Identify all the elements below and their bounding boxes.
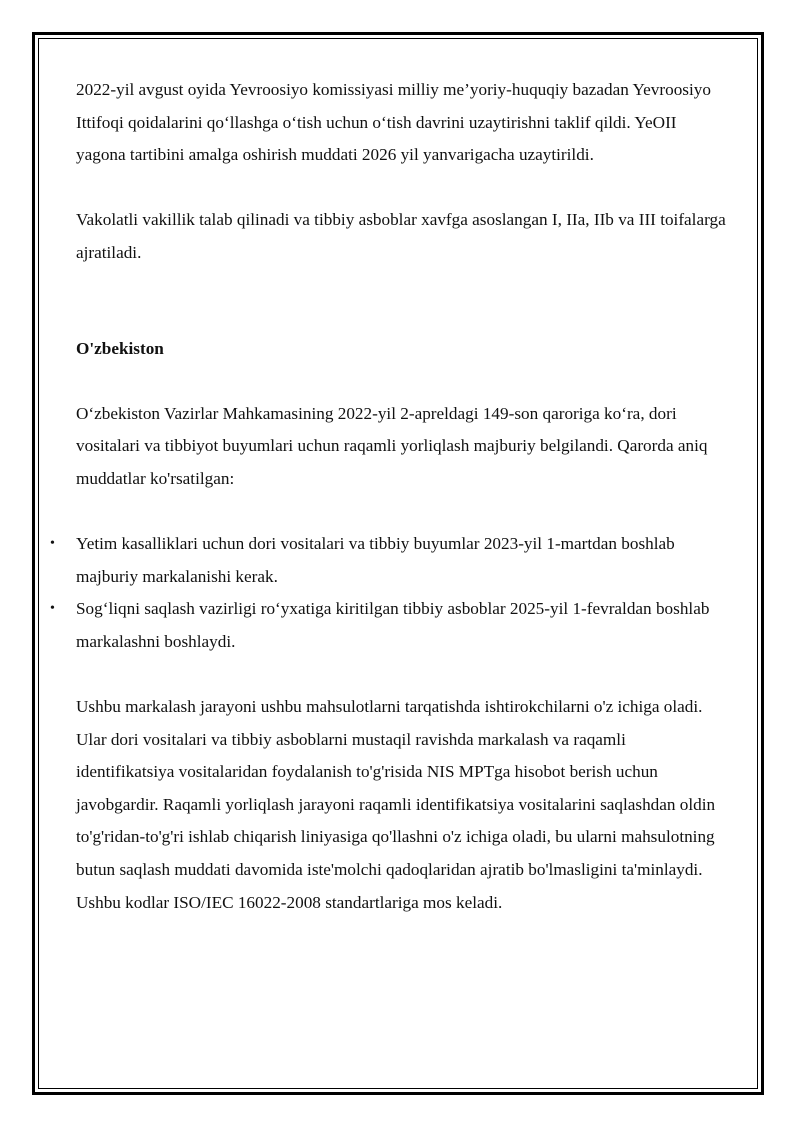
paragraph-eurasian-commission: 2022-yil avgust oyida Yevroosiyo komissiyasi milliy me’yoriy-huquqiy bazadan Yevroosiyo Ittifoqi qoidalarini qo‘llashga o‘tish uchun o‘tish davrini uzaytirishni taklif qildi. YeOII yagona tartibini amalga oshirish muddati 2026 yil yanvarigacha uzaytirildi. — [76, 80, 711, 165]
list-item — [50, 593, 726, 658]
paragraph-authorized-representation: Vakolatli vakillik talab qilinadi va tibbiy asboblar xavfga asoslangan I, IIa, IIb va III toifalarga ajratiladi. — [76, 210, 726, 262]
spacer — [76, 659, 726, 692]
list-item-text: Yetim kasalliklari uchun dori vositalari va tibbiy buyumlar 2023-yil 1-martdan boshlab majburiy markalanishi kerak. — [76, 534, 675, 586]
paragraph-marking-process: Ushbu markalash jarayoni ushbu mahsulotlarni tarqatishda ishtirokchilarni o'z ichiga oladi. Ular dori vositalari va tibbiy asboblarni mustaqil ravishda markalash va raqamli identifikatsiya vositalaridan foydalanish to'g'risida NIS MPTga hisobot berish uchun javobgardir. Raqamli yorliqlash jarayoni raqamli identifikatsiya vositalarini saqlashdan oldin to'g'ridan-to'g'ri ishlab chiqarish liniyasiga qo'llashni o'z ichiga oladi, bu ularni mahsulotning butun saqlash muddati davomida iste'molchi qadoqlaridan ajratib bo'lmasligini ta'minlaydi. Ushbu kodlar ISO/IEC 16022-2008 standartlariga mos keladi. — [76, 697, 716, 912]
list-item-text: Sog‘liqni saqlash vazirligi ro‘yxatiga kiritilgan tibbiy asboblar 2025-yil 1-fevraldan boshlab markalashni boshlaydi. — [76, 599, 710, 651]
paragraph-cabinet-resolution: O‘zbekiston Vazirlar Mahkamasining 2022-yil 2-apreldagi 149-son qaroriga ko‘ra, dori vositalari va tibbiyot buyumlari uchun raqamli yorliqlash majburiy belgilandi. Qarorda aniq muddatlar ko'rsatilgan: — [76, 403, 708, 488]
list-item — [50, 528, 726, 593]
spacer — [76, 270, 726, 333]
section-heading-uzbekistan: O'zbekiston — [76, 338, 164, 358]
deadline-list — [50, 528, 726, 658]
spacer — [76, 496, 726, 529]
bullet-icon: • — [50, 601, 55, 617]
spacer — [76, 172, 726, 205]
document-body — [50, 74, 726, 919]
bullet-icon: • — [50, 536, 55, 552]
spacer — [76, 365, 726, 398]
